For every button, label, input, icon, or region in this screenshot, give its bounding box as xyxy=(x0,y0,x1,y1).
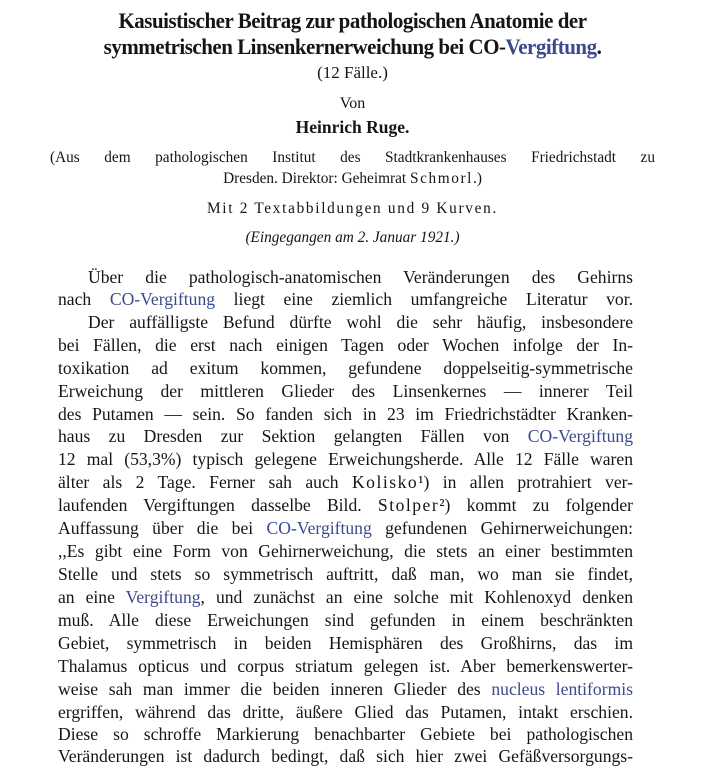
text-run: Diese so schroffe Markierung benachbarter Gebiete bei pathologischen xyxy=(58,724,633,744)
body-line xyxy=(58,540,633,562)
text-run: toxikation ad exitum kommen, gefundene doppelseitig-symmetrische xyxy=(58,358,633,378)
affiliation-part-c: .) xyxy=(473,170,482,187)
text-run: haus zu Dresden zur Sektion gelangten Fällen von xyxy=(58,426,528,446)
body-line xyxy=(58,701,633,723)
text-run: muß. Alle diese Erweichungen sind gefunden in einem beschränkten xyxy=(58,610,633,630)
text-run: Der auffälligste Befund dürfte wohl die sehr häufig, insbesondere xyxy=(88,312,633,332)
highlight-nucleus-lentiformis: nucleus lentiformis xyxy=(491,679,633,699)
body-line xyxy=(58,357,633,379)
received-date: (Eingegangen am 2. Januar 1921.) xyxy=(245,229,460,246)
body-line xyxy=(58,288,633,310)
text-run: Auffassung über die bei xyxy=(58,518,267,538)
author-name: Heinrich Ruge. xyxy=(295,117,410,137)
affiliation-part-a: Dresden. Direktor: Geheimrat xyxy=(223,170,410,187)
body-line xyxy=(58,723,633,745)
body-line xyxy=(58,745,633,767)
body-line xyxy=(58,494,633,516)
title-part-a: symmetrischen Linsenkernerweichung bei CO- xyxy=(103,34,506,59)
text-run: an eine xyxy=(58,587,126,607)
highlight-co-vergiftung: CO-Vergiftung xyxy=(266,518,372,538)
text-run: laufenden Vergiftungen dasselbe Bild. xyxy=(58,495,378,515)
text-run: älter als 2 Tage. Ferner sah auch xyxy=(58,472,352,492)
text-run: Stelle und stets so symmetrisch auftritt, daß man, wo man sie findet, xyxy=(58,564,633,584)
text-run: ¹) in allen protrahiert ver- xyxy=(418,472,633,492)
text-run: Über die pathologisch-anatomischen Veränderungen des Gehirns xyxy=(88,267,633,287)
article-title-line-2 xyxy=(25,34,681,60)
text-run: weise sah man immer die beiden inneren Glieder des xyxy=(58,679,492,699)
case-count: (12 Fälle.) xyxy=(317,63,388,82)
body-line xyxy=(58,632,633,654)
body-line xyxy=(58,586,633,608)
text-run: ergriffen, während das dritte, äußere Glied das Putamen, intakt erschien. xyxy=(58,702,633,722)
text-run: gefundenen Gehirnerweichungen: xyxy=(371,518,634,538)
author-ref-stolper: Stolper xyxy=(377,495,440,515)
director-name: Schmorl xyxy=(409,170,474,187)
title-part-c: . xyxy=(596,34,602,59)
title-highlight-vergiftung: Vergiftung xyxy=(505,34,597,59)
affiliation-line-2 xyxy=(0,170,705,188)
body-line xyxy=(58,334,633,356)
body-line xyxy=(58,471,633,493)
author-ref-kolisko: Kolisko xyxy=(351,472,419,492)
highlight-co-vergiftung: CO-Vergiftung xyxy=(527,426,633,446)
body-line xyxy=(58,678,633,700)
text-run: , und zunächst an eine solche mit Kohlenoxyd denken xyxy=(200,587,634,607)
text-run: Veränderungen ist dadurch bedingt, daß sich hier zwei Gefäßversorgungs- xyxy=(58,746,633,766)
article-title-line-1: Kasuistischer Beitrag zur pathologischen Anatomie der xyxy=(118,8,587,33)
highlight-co-vergiftung: CO-Vergiftung xyxy=(109,289,216,309)
highlight-vergiftung: Vergiftung xyxy=(125,587,201,607)
body-line xyxy=(88,311,633,333)
text-run: ,,Es gibt eine Form von Gehirnerweichung, die stets an einer bestimmten xyxy=(58,541,633,561)
text-run: Thalamus opticus und corpus striatum gelegen ist. Aber bemerkenswerter- xyxy=(58,656,633,676)
text-run: bei Fällen, die erst nach einigen Tagen oder Wochen infolge der In- xyxy=(58,335,633,355)
body-line xyxy=(58,380,633,402)
text-run: ²) kommt zu folgender xyxy=(439,495,633,515)
illustrations-note: Mit 2 Textabbildungen und 9 Kurven. xyxy=(207,200,498,217)
text-run: des Putamen — sein. So fanden sich in 23 im Friedrichstädter Kranken- xyxy=(58,404,633,424)
text-run: liegt eine ziemlich umfangreiche Literatur vor. xyxy=(215,289,633,309)
text-run: 12 mal (53,3%) typisch gelegene Erweichungsherde. Alle 12 Fälle waren xyxy=(58,449,633,469)
body-line xyxy=(58,655,633,677)
body-line xyxy=(58,448,633,470)
body-line xyxy=(58,609,633,631)
affiliation-line-1: (Aus dem pathologischen Institut des Stadtkrankenhauses Friedrichstadt zu xyxy=(50,149,655,166)
byline-von: Von xyxy=(339,95,366,112)
text-run: nach xyxy=(58,289,110,309)
body-line xyxy=(88,266,633,288)
text-run: Erweichung der mittleren Glieder des Linsenkernes — innerer Teil xyxy=(58,381,633,401)
text-run: Gebiet, symmetrisch in beiden Hemisphären des Großhirns, das im xyxy=(58,633,633,653)
body-line xyxy=(58,403,633,425)
body-line xyxy=(58,425,633,447)
body-line xyxy=(58,563,633,585)
body-line xyxy=(58,517,633,539)
